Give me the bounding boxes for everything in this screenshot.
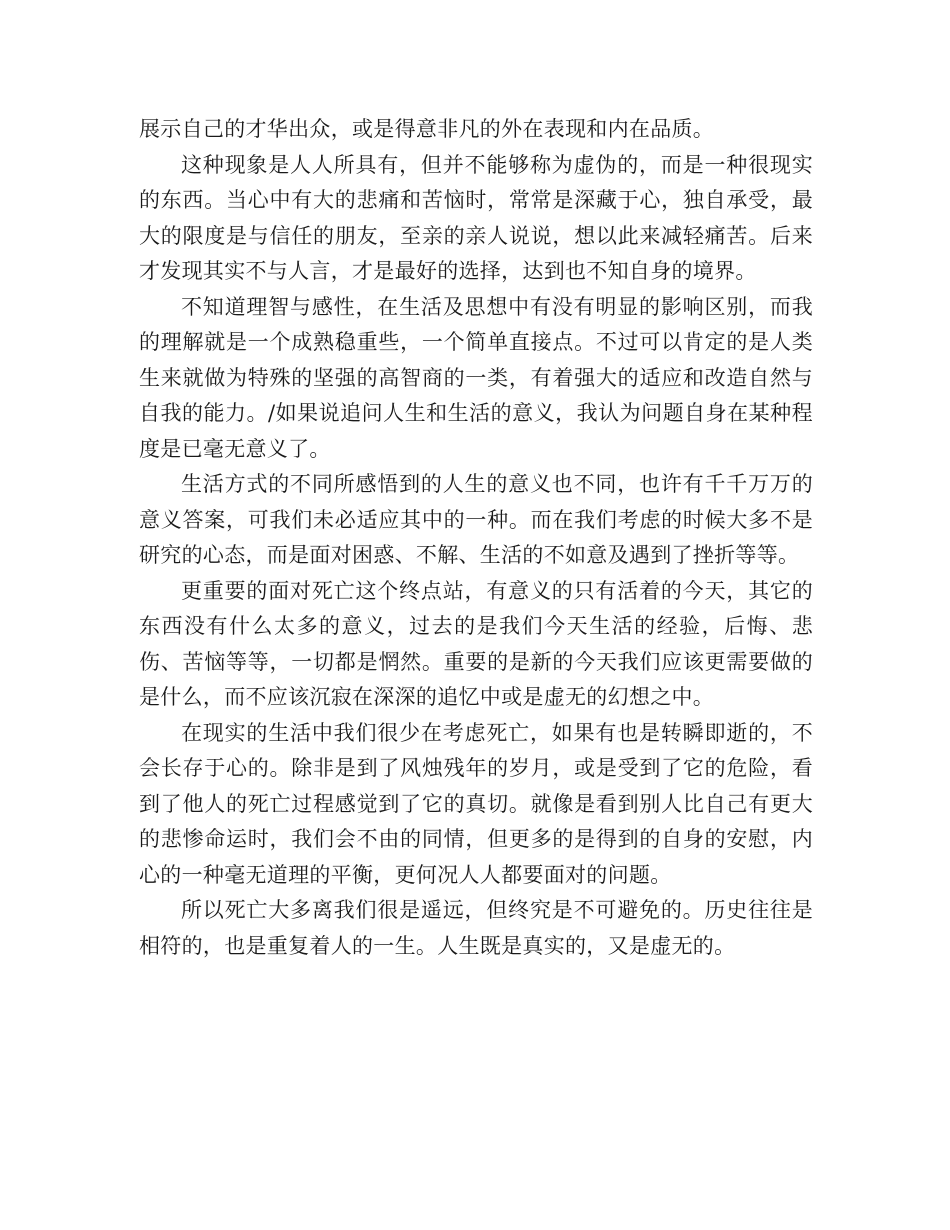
paragraph: 这种现象是人人所具有，但并不能够称为虚伪的，而是一种很现实的东西。当心中有大的悲痛和苦恼时，常常是深藏于心，独自承受，最大的限度是与信任的朋友，至亲的亲人说说，想以此来减轻痛苦。后来才发现其实不与人言，才是最好的选择，达到也不知自身的境界。 bbox=[139, 152, 813, 283]
paragraph: 更重要的面对死亡这个终点站，有意义的只有活着的今天，其它的东西没有什么太多的意义，过去的是我们今天生活的经验，后悔、悲伤、苦恼等等，一切都是惘然。重要的是新的今天我们应该更需要做的是什么，而不应该沉寂在深深的追忆中或是虚无的幻想之中。 bbox=[139, 578, 813, 709]
paragraph: 在现实的生活中我们很少在考虑死亡，如果有也是转瞬即逝的，不会长存于心的。除非是到了风烛残年的岁月，或是受到了它的危险，看到了他人的死亡过程感觉到了它的真切。就像是看到别人比自己有更大的悲惨命运时，我们会不由的同情，但更多的是得到的自身的安慰，内心的一种毫无道理的平衡，更何况人人都要面对的问题。 bbox=[139, 720, 813, 887]
paragraph-continued: 展示自己的才华出众，或是得意非凡的外在表现和内在品质。 bbox=[139, 117, 715, 141]
body-text bbox=[139, 112, 813, 964]
paragraph: 生活方式的不同所感悟到的人生的意义也不同，也许有千千万万的意义答案，可我们未必适应其中的一种。而在我们考虑的时候大多不是研究的心态，而是面对困惑、不解、生活的不如意及遇到了挫折等等。 bbox=[139, 472, 813, 567]
paragraph: 不知道理智与感性，在生活及思想中有没有明显的影响区别，而我的理解就是一个成熟稳重些，一个简单直接点。不过可以肯定的是人类生来就做为特殊的坚强的高智商的一类，有着强大的适应和改造自然与自我的能力。/如果说追问人生和生活的意义，我认为问题自身在某种程度是已毫无意义了。 bbox=[139, 294, 813, 461]
paragraph: 所以死亡大多离我们很是遥远，但终究是不可避免的。历史往往是相符的，也是重复着人的一生。人生既是真实的，又是虚无的。 bbox=[139, 898, 813, 958]
